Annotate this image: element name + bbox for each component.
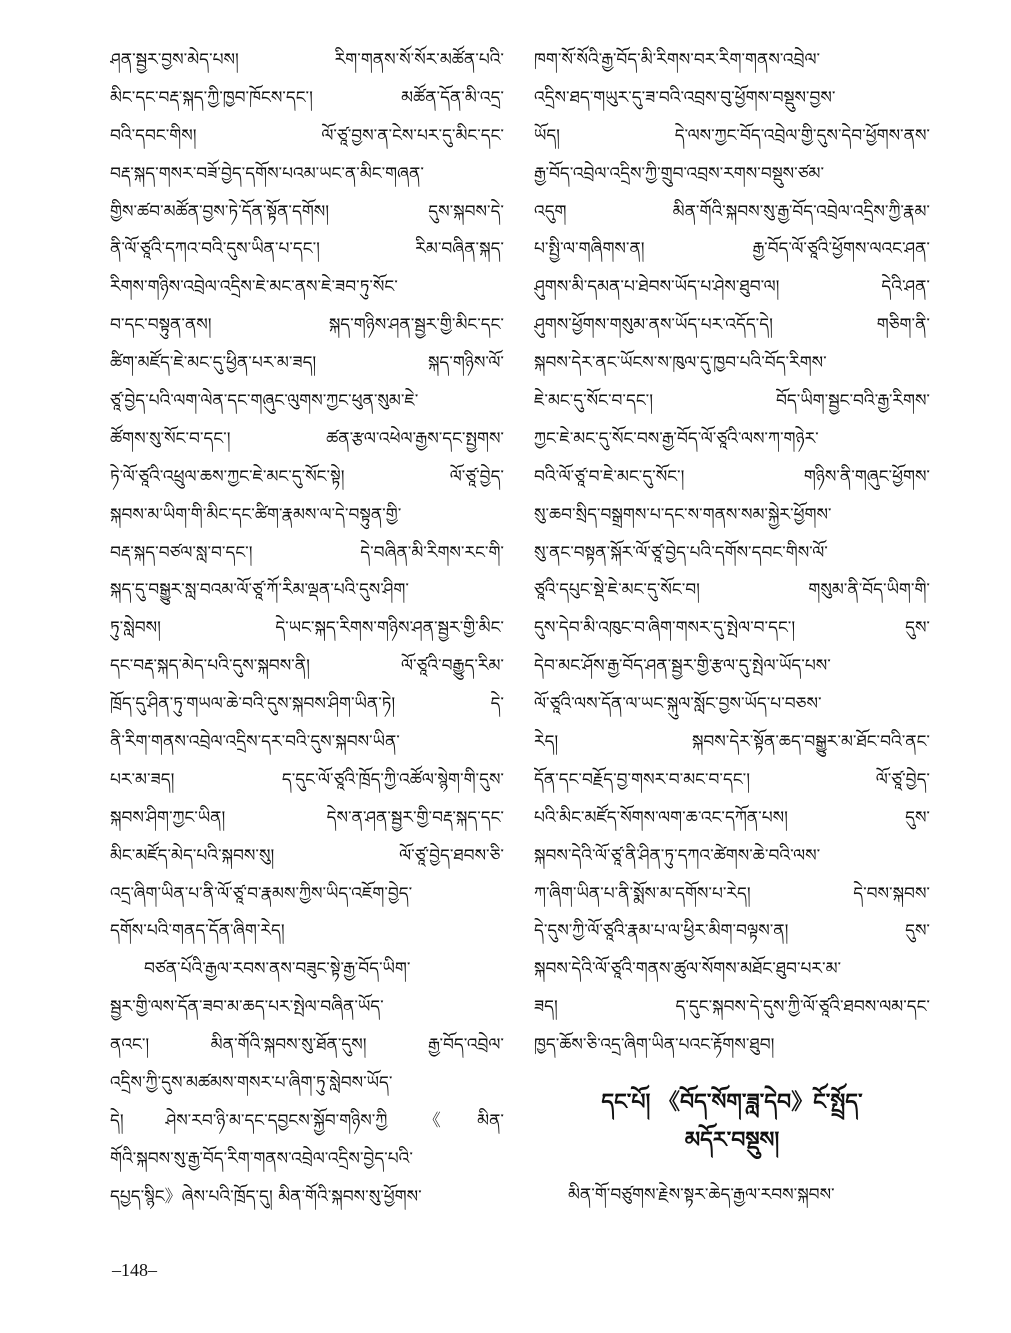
heading-spacer — [534, 1065, 930, 1083]
text-line: དེབ་མང་ཤོས་རྒྱ་བོད་ཤན་སྦྱར་གྱི་རྩལ་དུ་སྤེལ་ཡོད་པས་ — [534, 656, 831, 677]
text-line: ནི་ལོ་ཙཱའི་དཀའ་བའི་དུས་ཡིན་པ་དང་། རིམ་བཞིན་སྐད་ — [110, 239, 504, 260]
text-line: ཁག་སོ་སོའི་རྒྱ་བོད་མི་རིགས་བར་རིག་གནས་འབྲེལ་ — [534, 50, 821, 70]
section-heading-line-2: མདོར་བསྡུས། — [684, 1127, 780, 1154]
text-line: བའི་དབང་གིས། ལོ་ཙཱ་བྱས་ན་ངེས་པར་དུ་མིང་དང་ — [110, 125, 504, 146]
text-line: གྱིས་ཚབ་མཚོན་བྱས་ཏེ་དོན་སྟོན་དགོས། དུས་སྐབས་དེ་ — [110, 201, 504, 222]
text-line: ཀ་ཞིག་ཡིན་པ་ནི་སྨོས་མ་དགོས་པ་རེད། དེ་བས་སྐབས་ — [534, 883, 930, 904]
text-line: སུ་ཆབ་སྲིད་བསྒྲགས་པ་དང་ས་གནས་སམ་སྐྱེར་ཕྱོགས་ — [534, 504, 832, 525]
text-line: རིགས་གཉིས་འབྲེལ་འདྲིས་ཇེ་མང་ནས་ཇེ་ཟབ་ཏུ་སོང་ — [110, 277, 398, 298]
page-number: –148– — [112, 1260, 157, 1280]
left-paragraph-2 — [110, 951, 504, 1216]
text-line: ཇེ་མང་དུ་སོང་བ་དང་། བོད་ཡིག་སྦྱང་བའི་རྒྱ་རིགས་ — [534, 391, 930, 412]
text-line: གོའི་སྐབས་སུ་རྒྱ་བོད་རིག་གནས་འབྲེལ་འདྲིས་བྱེད་པའི་ — [110, 1148, 413, 1169]
section-heading-line-1: དང་པོ། 《བོད་སོག་ཟླ་དེབ》ངོ་སྤྲོད་ — [601, 1089, 863, 1116]
left-paragraph-1 — [110, 42, 504, 951]
left-column — [110, 42, 504, 1217]
text-line: ནའང་། མིན་གོའི་སྐབས་སུ་ཐོན་དུས། རྒྱ་བོད་འབྲེལ་ — [110, 1035, 504, 1056]
text-line: སྦྱར་གྱི་ལས་དོན་ཟབ་མ་ཆད་པར་སྤེལ་བཞིན་ཡོད་ — [110, 997, 384, 1018]
text-line: དེ་དུས་ཀྱི་ལོ་ཙཱའི་རྣམ་པ་ལ་ཕྱིར་མིག་བལྟས་ན། དུས་ — [534, 921, 930, 942]
text-line: ཏུ་སླེབས། དེ་ཡང་སྐད་རིགས་གཉིས་ཤན་སྦྱར་གྱི་མིང་ — [110, 618, 504, 639]
right-paragraph-1 — [534, 42, 930, 1065]
text-line: པའི་མིང་མཛོད་སོགས་ལག་ཆ་འང་དཀོན་པས། དུས་ — [534, 807, 930, 828]
text-line: དང་བརྡ་སྐད་མེད་པའི་དུས་སྐབས་ནི། ལོ་ཙཱའི་བརྒྱུད་རིམ་ — [110, 656, 504, 677]
text-line: ཚིག་མཛོད་ཇེ་མང་དུ་ཕྱིན་པར་མ་ཟད། སྐད་གཉིས་ལོ་ — [110, 353, 504, 374]
text-line: སྐབས་ཤིག་ཀྱང་ཡིན། དེས་ན་ཤན་སྦྱར་གྱི་བརྡ་སྐད་དང་ — [110, 807, 504, 828]
text-line: ནི་རིག་གནས་འབྲེལ་འདྲིས་དར་བའི་དུས་སྐབས་ཡིན་ — [110, 732, 400, 753]
text-line: པར་མ་ཟད། ད་དུང་ལོ་ཙཱའི་ཁྲོད་ཀྱི་འཚོལ་སྙེག་གི་དུས་ — [110, 769, 504, 790]
text-line: བཙན་པོའི་རྒྱལ་རབས་ནས་བཟུང་སྟེ་རྒྱ་བོད་ཡིག་ — [144, 959, 411, 980]
text-line: བའི་ལོ་ཙཱ་བ་ཇེ་མང་དུ་སོང་། གཉིས་ནི་གཞུང་ཕྱོགས་ — [534, 466, 930, 487]
text-line: ལོ་ཙཱའི་ལས་དོན་ལ་ཡང་སྐུལ་སློང་བྱས་ཡོད་པ་བཅས་ — [534, 694, 822, 715]
right-column — [534, 42, 930, 1215]
text-line: འདུག མིན་གོའི་སྐབས་སུ་རྒྱ་བོད་འབྲེལ་འདྲིས་ཀྱི་རྣམ་ — [534, 201, 930, 222]
text-line: རེད། སྐབས་དེར་སྟོན་ཆད་བསྒྱུར་མ་ཐོང་བའི་ནང་ — [534, 732, 930, 753]
text-line: དཔྱད་སྙིང》ཞེས་པའི་ཁྲོད་དུ། མིན་གོའི་སྐབས་སུ་ཕྱོགས་ — [110, 1186, 422, 1207]
text-line: ཚོགས་སུ་སོང་བ་དང་། ཚན་རྩལ་འཕེལ་རྒྱས་དང་སྤྱགས་ — [110, 428, 504, 449]
text-line: འདྲིས་ཐད་གཡུར་དུ་ཟ་བའི་འབྲས་བུ་ཕྱོགས་བསྡུས་བྱས་ — [534, 87, 836, 108]
text-line: སྐབས་དེར་ནང་ཡོངས་ས་ཁུལ་དུ་ཁྱབ་པའི་བོད་རིགས་ — [534, 353, 827, 374]
text-line: ཤུགས་ཕྱོགས་གསུམ་ནས་ཡོད་པར་འདོད་དེ། གཅིག་ནི་ — [534, 315, 930, 336]
text-line: རྒྱ་བོད་འབྲེལ་འདྲིས་ཀྱི་གྲུབ་འབྲས་རགས་བསྡུས་ཙམ་ — [534, 163, 825, 184]
text-line: ཟད། ད་དུང་སྐབས་དེ་དུས་ཀྱི་ལོ་ཙཱའི་ཐབས་ལམ་དང་ — [534, 997, 930, 1018]
text-line: དུས་དེབ་མི་འཁུང་བ་ཞིག་གསར་དུ་སྤེལ་བ་དང་། དུས་ — [534, 618, 930, 639]
text-line: སྐད་དུ་བསྒྱུར་སླ་བའམ་ལོ་ཙཱ་ཀོ་རིམ་ལྡན་པའི་དུས་ཤིག་ — [110, 580, 409, 601]
text-line: ཁྲོད་དུ་ཤིན་ཏུ་གཡལ་ཆེ་བའི་དུས་སྐབས་ཤིག་ཡིན་ཏེ། དེ་ — [110, 694, 504, 715]
text-line: མིང་མཛོད་མེད་པའི་སྐབས་སུ། ལོ་ཙཱ་བྱེད་ཐབས་ཅི་ — [110, 845, 504, 866]
text-line: སྐབས་དེའི་ལོ་ཙཱ་ནི་ཤིན་ཏུ་དཀའ་ཚེགས་ཆེ་བའི་ལས་ — [534, 845, 821, 866]
text-line: སྐབས་དེའི་ལོ་ཙཱའི་གནས་ཚུལ་སོགས་མཐོང་ཐུབ་པར་མ་ — [534, 959, 842, 980]
text-line: ཀྱང་ཇེ་མང་དུ་སོང་བས་རྒྱ་བོད་ལོ་ཙཱའི་ལས་ཀ་གཉེར་ — [534, 428, 819, 449]
text-line: པ་སྤྱི་ལ་གཞིགས་ན། རྒྱ་བོད་ལོ་ཙཱའི་ཕྱོགས་ལའང་ཤན་ — [534, 239, 930, 260]
text-line: བ་དང་བསྟུན་ནས། སྐད་གཉིས་ཤན་སྦྱར་གྱི་མིང་དང་ — [110, 315, 504, 336]
text-line: འདྲིས་ཀྱི་དུས་མཚམས་གསར་པ་ཞིག་ཏུ་སླེབས་ཡོད་ — [110, 1073, 393, 1094]
text-line: སྐབས་མ་ཡིག་གི་མིང་དང་ཚིག་རྣམས་ལ་དེ་བསྟུན་གྱི་ — [110, 504, 402, 525]
text-line: ཤན་སྦྱར་བྱས་མེད་པས། རིག་གནས་སོ་སོར་མཚོན་པའི་ — [110, 50, 504, 70]
text-line: མིན་གོ་བཙུགས་རྗེས་སྟར་ཆེད་རྒྱལ་རབས་སྐབས་ — [568, 1185, 835, 1206]
text-line: འདྲ་ཞིག་ཡིན་པ་ནི་ལོ་ཙཱ་བ་རྣམས་ཀྱིས་ཡིད་འཇོག་བྱེད་ — [110, 883, 413, 904]
text-line: ཏེ་ལོ་ཙཱའི་འཕྲུལ་ཆས་ཀྱང་ཇེ་མང་དུ་སོང་སྟེ། ལོ་ཙཱ་བྱེད་ — [110, 466, 504, 487]
text-line: ཡོད། དེ་ལས་ཀྱང་བོད་འབྲེལ་གྱི་དུས་དེབ་ཕྱོགས་ནས་ — [534, 125, 930, 146]
text-line: བརྡ་སྐད་གསར་བཟོ་བྱེད་དགོས་པའམ་ཡང་ན་མིང་གཞན་ — [110, 163, 424, 184]
text-line: ཁྱད་ཆོས་ཅི་འདྲ་ཞིག་ཡིན་པའང་རྟོགས་ཐུབ། — [534, 1035, 775, 1056]
text-line: མིང་དང་བརྡ་སྐད་ཀྱི་ཁྱབ་ཁོངས་དང་། མཚོན་དོན་མི་འདྲ་ — [110, 87, 504, 108]
text-line: དེ། ཤེས་རབ་ཉི་མ་དང་དབྱངས་སྐྱོབ་གཉིས་ཀྱི《མིན་ — [110, 1110, 504, 1131]
heading-spacer — [534, 1159, 930, 1177]
text-line: དགོས་པའི་གནད་དོན་ཞིག་རེད། — [110, 921, 285, 942]
text-line: དོན་དང་བརྗོད་བྱ་གསར་བ་མང་བ་དང་། ལོ་ཙཱ་བྱེད་ — [534, 769, 930, 790]
text-line: ཤུགས་མི་དམན་པ་ཐེབས་ཡོད་པ་ཤེས་ཐུབ་ལ། དེའི་ཤན་ — [534, 277, 930, 298]
text-line: བརྡ་སྐད་བཙལ་སླ་བ་དང་། དེ་བཞིན་མི་རིགས་རང་གི་ — [110, 542, 504, 563]
text-line: སུ་ནང་བསྟན་སྐོར་ལོ་ཙཱ་བྱེད་པའི་དགོས་དབང་གིས་ལོ་ — [534, 542, 828, 563]
right-paragraph-2 — [534, 1177, 930, 1215]
text-line: ཙཱའི་དཔུང་སྡེ་ཇེ་མང་དུ་སོང་བ། གསུམ་ནི་བོད་ཡིག་གི་ — [534, 580, 930, 601]
text-line: ཙཱ་བྱེད་པའི་ལག་ལེན་དང་གཞུང་ལུགས་ཀྱང་ཕུན་སུམ་ཇེ་ — [110, 391, 419, 412]
